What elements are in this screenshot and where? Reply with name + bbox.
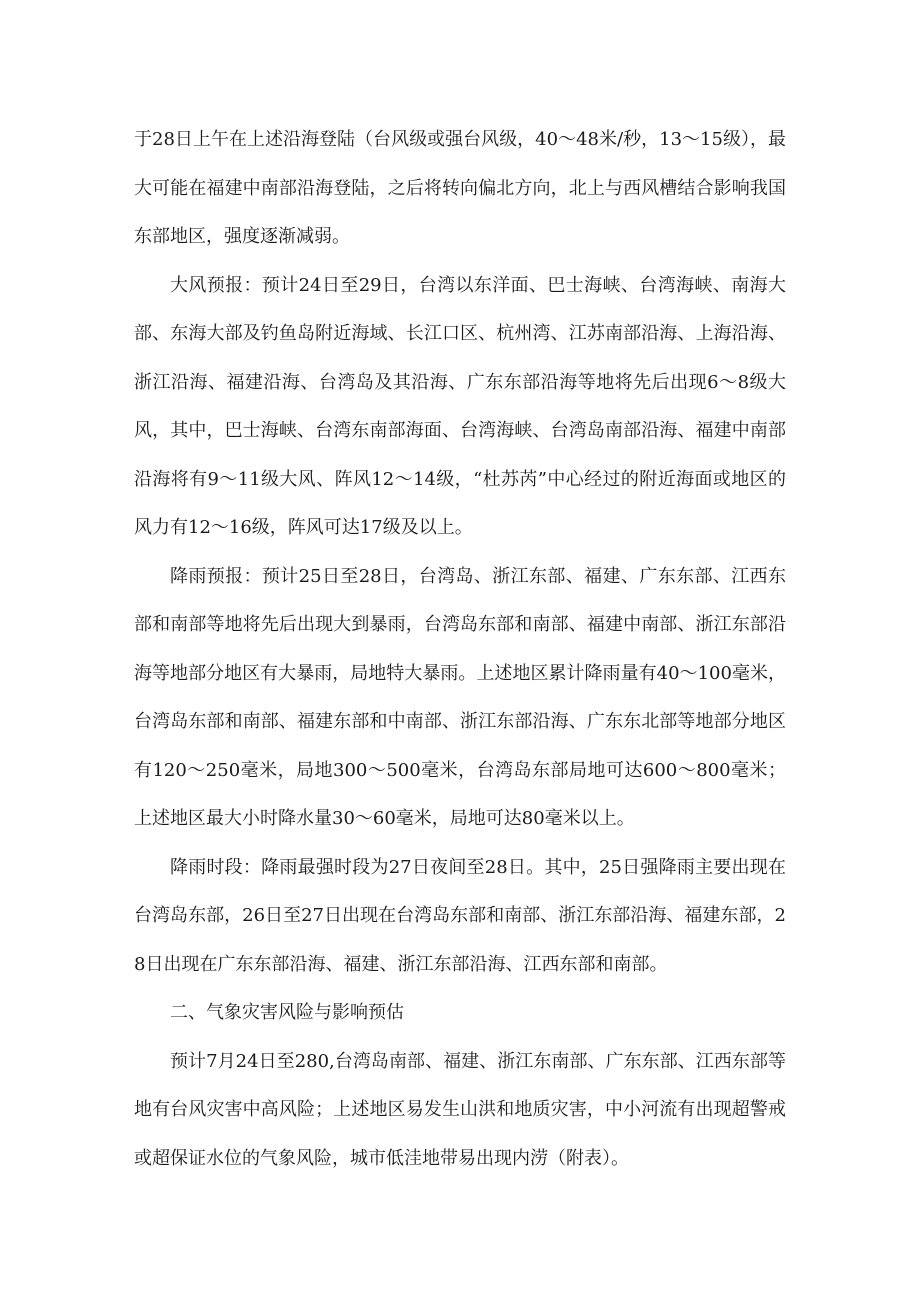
paragraph-wind-forecast: 大风预报：预计24日至29日，台湾以东洋面、巴士海峡、台湾海峡、南海大部、东海大部及钓鱼岛附近海域、长江口区、杭州湾、江苏南部沿海、上海沿海、浙江沿海、福建沿海、台湾岛及其沿海、广东东部沿海等地将先后出现6～8级大风，其中，巴士海峡、台湾东南部海面、台湾海峡、台湾岛南部沿海、福建中南部沿海将有9～11级大风、阵风12～14级，“杜苏芮”中心经过的附近海面或地区的风力有12～16级，阵风可达17级及以上。 [134,274,786,538]
document-body [134,116,786,1183]
paragraph-risk-assessment: 预计7月24日至280,台湾岛南部、福建、浙江东南部、广东东部、江西东部等地有台风灾害中高风险；上述地区易发生山洪和地质灾害，中小河流有出现超警戒或超保证水位的气象风险，城市低洼地带易出现内涝（附表）。 [134,1050,786,1169]
section-heading: 二、气象灾害风险与影响预估 [170,1002,404,1023]
paragraph-typhoon-landfall: 于28日上午在上述沿海登陆（台风级或强台风级，40～48米/秒，13～15级），最大可能在福建中南部沿海登陆，之后将转向偏北方向，北上与西风槽结合影响我国东部地区，强度逐渐减弱。 [134,129,786,247]
paragraph-rain-forecast: 降雨预报：预计25日至28日，台湾岛、浙江东部、福建、广东东部、江西东部和南部等地将先后出现大到暴雨，台湾岛东部和南部、福建中南部、浙江东部沿海等地部分地区有大暴雨，局地特大暴雨。上述地区累计降雨量有40～100毫米，台湾岛东部和南部、福建东部和中南部、浙江东部沿海、广东东北部等地部分地区有120～250毫米，局地300～500毫米，台湾岛东部局地可达600～800毫米；上述地区最大小时降水量30～60毫米，局地可达80毫米以上。 [134,565,786,829]
paragraph-rain-period: 降雨时段：降雨最强时段为27日夜间至28日。其中，25日强降雨主要出现在台湾岛东部，26日至27日出现在台湾岛东部和南部、浙江东部沿海、福建东部，28日出现在广东东部沿海、福建、浙江东部沿海、江西东部和南部。 [134,856,786,975]
